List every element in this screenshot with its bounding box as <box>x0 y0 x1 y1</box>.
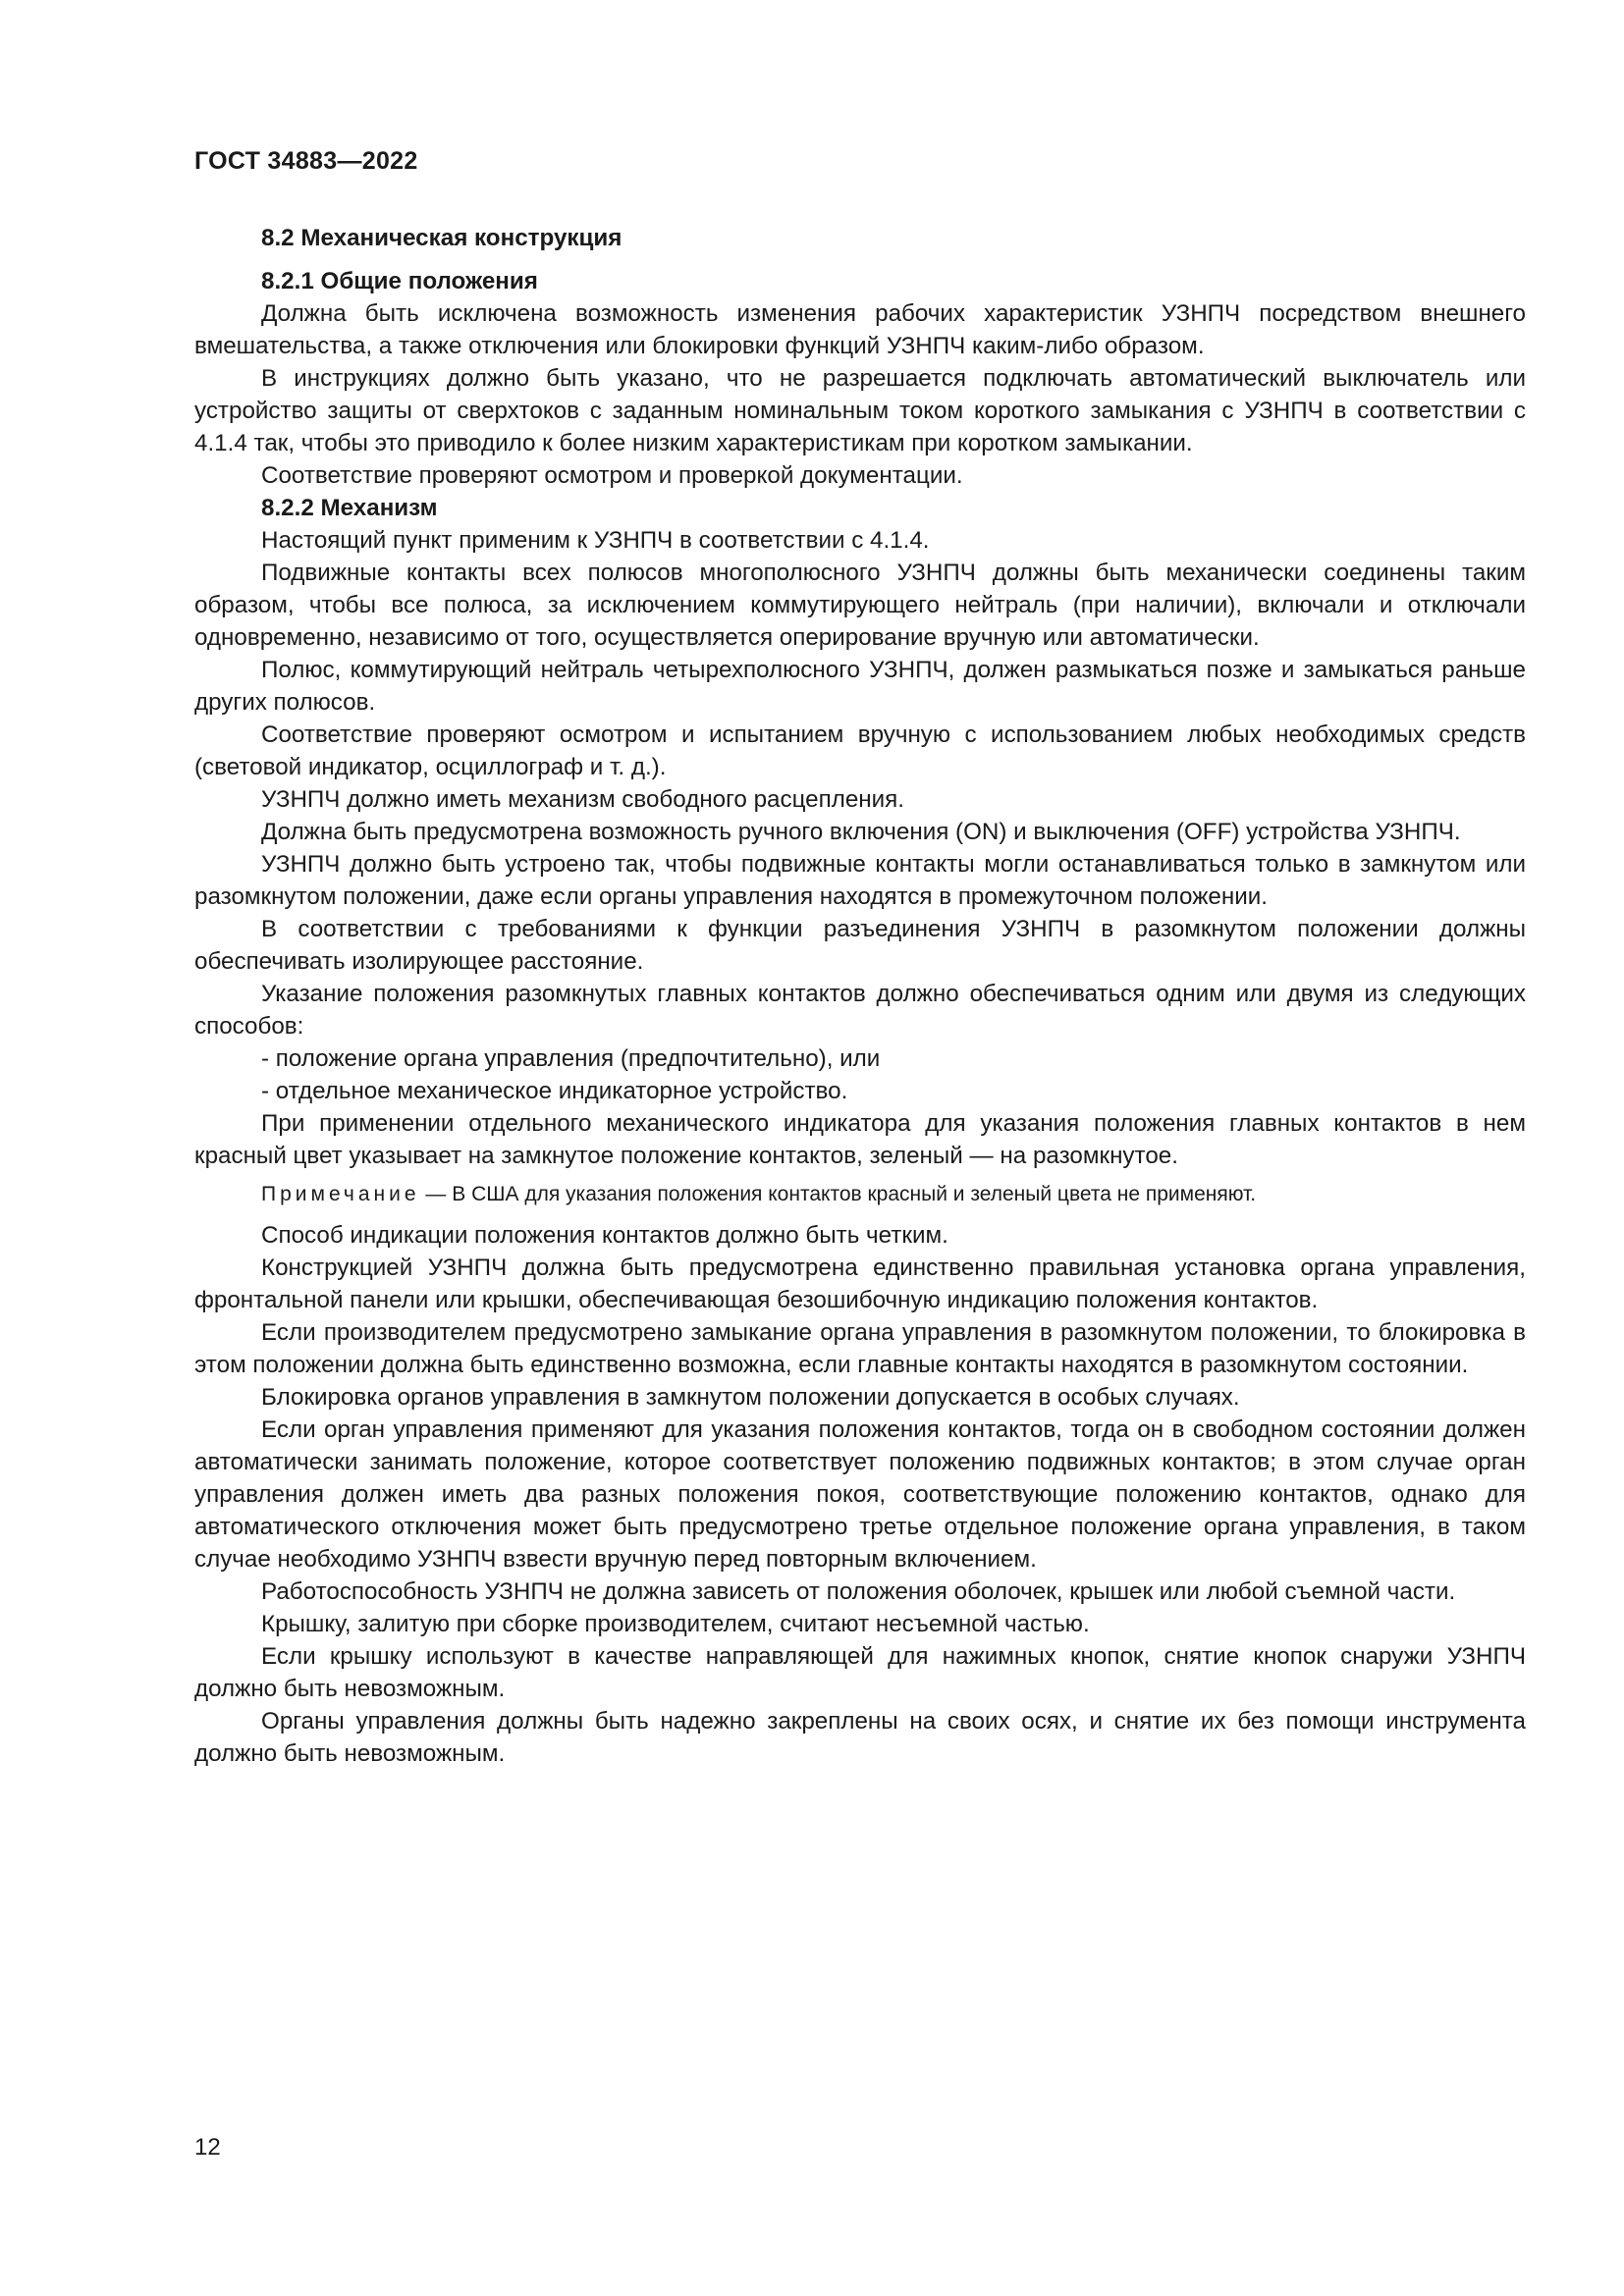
note-label: Примечание <box>261 1183 420 1205</box>
paragraph: Органы управления должны быть надежно закреплены на своих осях, и снятие их без помощи инструмента должно быть невозможным. <box>194 1708 1526 1767</box>
paragraph: Соответствие проверяют осмотром и проверкой документации. <box>261 462 963 489</box>
paragraph: УЗНПЧ должно быть устроено так, чтобы подвижные контакты могли останавливаться только в замкнутом или разомкнутом положении, даже если органы управления находятся в промежуточном положении. <box>194 851 1526 910</box>
paragraph: Если крышку используют в качестве направляющей для нажимных кнопок, снятие кнопок снаружи УЗНПЧ должно быть невозможным. <box>194 1643 1526 1702</box>
paragraph: Если производителем предусмотрено замыкание органа управления в разомкнутом положении, то блокировка в этом положении должна быть единственно возможна, если главные контакты находятся в разомкнутом состоянии. <box>194 1319 1526 1378</box>
paragraph: УЗНПЧ должно иметь механизм свободного расцепления. <box>261 786 904 813</box>
paragraph: В инструкциях должно быть указано, что не разрешается подключать автоматический выключатель или устройство защиты от сверхтоков с заданным номинальным током короткого замыкания с УЗНПЧ в соответствии с 4.1.4 так, чтобы это приводило к более низким характеристикам при коротком замыкании. <box>194 365 1526 456</box>
paragraph: Соответствие проверяют осмотром и испытанием вручную с использованием любых необходимых средств (световой индикатор, осциллограф и т. д.). <box>194 721 1526 780</box>
subsection-heading-mechanism: 8.2.2 Механизм <box>261 495 438 521</box>
page-number: 12 <box>194 2134 221 2161</box>
paragraph: Должна быть исключена возможность изменения рабочих характеристик УЗНПЧ посредством внешнего вмешательства, а также отключения или блокировки функций УЗНПЧ каким-либо образом. <box>194 300 1526 359</box>
paragraph: Указание положения разомкнутых главных контактов должно обеспечиваться одним или двумя из следующих способов: <box>194 981 1526 1040</box>
list-item: - положение органа управления (предпочтительно), или <box>261 1045 881 1072</box>
paragraph: Крышку, залитую при сборке производителем, считают несъемной частью. <box>261 1611 1090 1637</box>
paragraph: Подвижные контакты всех полюсов многополюсного УЗНПЧ должны быть механически соединены таким образом, чтобы все полюса, за исключением коммутирующего нейтраль (при наличии), включали и отключали одновременно, независимо от того, осуществляется оперирование вручную или автоматически. <box>194 560 1526 651</box>
paragraph: Блокировка органов управления в замкнутом положении допускается в особых случаях. <box>261 1384 1240 1411</box>
paragraph: Если орган управления применяют для указания положения контактов, тогда он в свободном состоянии должен автоматически занимать положение, которое соответствует положению подвижных контактов; в этом случае орган управления должен иметь два разных положения покоя, соответствующие положению контактов, однако для автоматического отключения может быть предусмотрено третье отдельное положение органа управления, в таком случае необходимо УЗНПЧ взвести вручную перед повторным включением. <box>194 1416 1526 1573</box>
paragraph: Полюс, коммутирующий нейтраль четырехполюсного УЗНПЧ, должен размыкаться позже и замыкаться раньше других полюсов. <box>194 657 1526 716</box>
section-heading: 8.2 Механическая конструкция <box>261 225 623 251</box>
paragraph: Настоящий пункт применим к УЗНПЧ в соответствии с 4.1.4. <box>261 527 930 554</box>
document-header-title: ГОСТ 34883—2022 <box>194 147 418 175</box>
paragraph: Способ индикации положения контактов должно быть четким. <box>261 1222 948 1249</box>
note-text: — В США для указания положения контактов красный и зеленый цвета не применяют. <box>419 1183 1257 1205</box>
subsection-heading-general: 8.2.1 Общие положения <box>261 268 538 294</box>
paragraph: Конструкцией УЗНПЧ должна быть предусмотрена единственно правильная установка органа управления, фронтальной панели или крышки, обеспечивающая безошибочную индикацию положения контактов. <box>194 1255 1526 1313</box>
paragraph: В соответствии с требованиями к функции разъединения УЗНПЧ в разомкнутом положении должны обеспечивать изолирующее расстояние. <box>194 916 1526 975</box>
document-body <box>194 222 1526 1770</box>
note <box>194 1180 1526 1209</box>
paragraph: Работоспособность УЗНПЧ не должна зависеть от положения оболочек, крышек или любой съемной части. <box>261 1578 1456 1605</box>
list-item: - отдельное механическое индикаторное устройство. <box>261 1078 848 1104</box>
paragraph: При применении отдельного механического индикатора для указания положения главных контактов в нем красный цвет указывает на замкнутое положение контактов, зеленый — на разомкнутое. <box>194 1110 1526 1169</box>
paragraph: Должна быть предусмотрена возможность ручного включения (ON) и выключения (OFF) устройства УЗНПЧ. <box>261 819 1461 845</box>
